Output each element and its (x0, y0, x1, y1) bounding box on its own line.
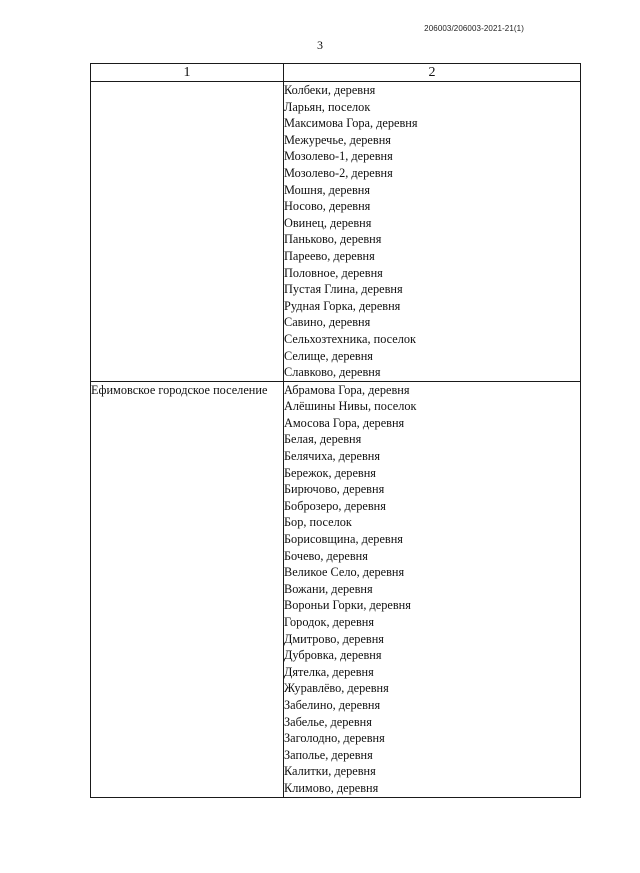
settlement-entry: Межуречье, деревня (284, 132, 391, 147)
settlement-entry: Забелино, деревня (284, 697, 381, 712)
settlement-entry: Сельхозтехника, поселок (284, 331, 416, 346)
settlement-entry: Мозолево-1, деревня (284, 149, 393, 164)
settlements-cell (284, 82, 581, 382)
settlement-entry: Борисовщина, деревня (284, 532, 403, 547)
settlement-entry: Савино, деревня (284, 315, 371, 330)
settlement-entry: Ларьян, поселок (284, 99, 371, 114)
settlement-entry: Городок, деревня (284, 615, 375, 629)
settlement-entry: Климово, деревня (284, 780, 379, 795)
settlement-entry: Забелье, деревня (284, 714, 372, 729)
district-cell: Ефимовское городское поселение (91, 381, 284, 797)
settlement-entry: Рудная Горка, деревня (284, 298, 401, 313)
page-number: 3 (317, 38, 323, 52)
settlement-entry: Дмитрово, деревня (284, 631, 384, 646)
settlement-entry: Боброзеро, деревня (284, 498, 386, 513)
settlement-entry: Дубровка, деревня (284, 648, 382, 663)
settlement-entry: Бережок, деревня (284, 465, 376, 480)
settlements-table (90, 63, 581, 798)
settlement-entry: Вороньи Горки, деревня (284, 598, 411, 613)
column-header-1: 1 (91, 64, 284, 82)
table-row (91, 381, 581, 797)
settlement-entry: Половное, деревня (284, 265, 383, 280)
settlement-entry: Пареево, деревня (284, 248, 375, 263)
settlements-cell (284, 381, 581, 797)
settlement-entry: Мошня, деревня (284, 182, 370, 197)
settlement-entry: Паньково, деревня (284, 232, 382, 247)
column-header-2: 2 (284, 64, 581, 82)
table-row (91, 82, 581, 382)
settlement-entry: Дятелка, деревня (284, 664, 374, 679)
settlement-entry: Вожани, деревня (284, 581, 373, 596)
table-header-row (91, 64, 581, 82)
settlement-entry: Селище, деревня (284, 348, 373, 363)
settlement-entry: Мозолево-2, деревня (284, 165, 393, 180)
table-body (91, 82, 581, 798)
settlement-entry: Белячиха, деревня (284, 449, 381, 464)
settlement-entry: Пустая Глина, деревня (284, 282, 403, 297)
document-id: 206003/206003-2021-21(1) (424, 24, 524, 33)
settlement-entry: Алёшины Нивы, поселок (284, 399, 417, 414)
settlement-entry: Бирючово, деревня (284, 482, 385, 497)
settlement-entry: Белая, деревня (284, 432, 362, 447)
settlement-entry: Бор, поселок (284, 515, 352, 530)
settlement-entry: Овинец, деревня (284, 215, 372, 230)
settlement-entry: Бочево, деревня (284, 548, 368, 563)
settlement-entry: Абрамова Гора, деревня (284, 382, 410, 397)
settlement-entry: Колбеки, деревня (284, 83, 376, 97)
district-cell (91, 82, 284, 382)
settlement-entry: Славково, деревня (284, 365, 381, 380)
settlement-entry: Заголодно, деревня (284, 731, 385, 746)
settlement-entry: Амосова Гора, деревня (284, 415, 405, 430)
settlement-entry: Максимова Гора, деревня (284, 116, 418, 131)
settlement-entry: Носово, деревня (284, 199, 371, 214)
settlement-entry: Журавлёво, деревня (284, 681, 389, 696)
settlement-entry: Калитки, деревня (284, 764, 376, 779)
settlement-entry: Заполье, деревня (284, 747, 373, 762)
settlement-entry: Великое Село, деревня (284, 565, 405, 580)
